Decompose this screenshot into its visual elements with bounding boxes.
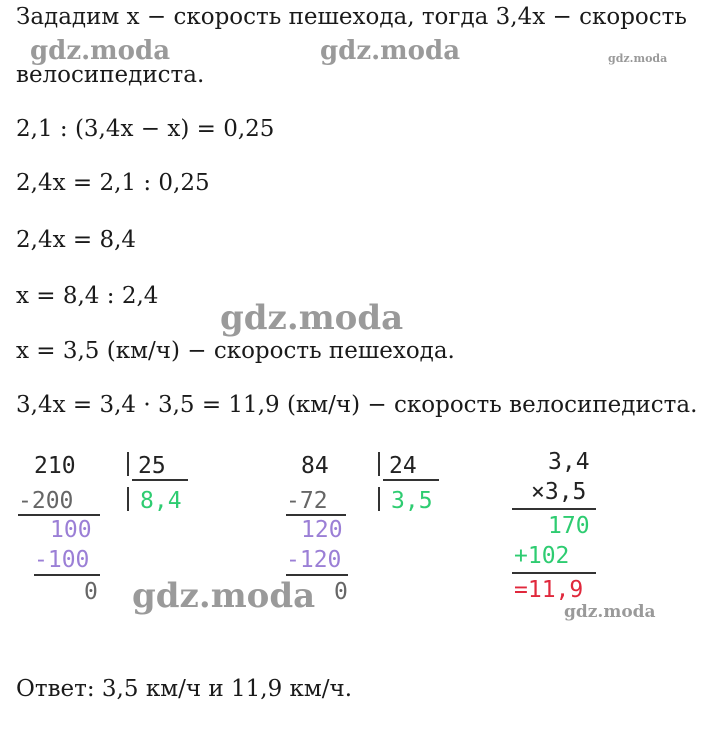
watermark-logo: gdz.moda — [132, 576, 316, 616]
dividend: 84 — [301, 453, 329, 479]
answer: Ответ: 3,5 км/ч и 11,9 км/ч. — [16, 676, 353, 702]
equation-6: 3,4x = 3,4 · 3,5 = 11,9 (км/ч) − скорость велосипедиста. — [16, 392, 698, 418]
divisor-underline — [383, 479, 439, 481]
divisor: 24 — [389, 453, 417, 479]
subtrahend-1: -72 — [286, 488, 328, 514]
division-bar — [378, 452, 380, 476]
remainder-2: 0 — [84, 579, 98, 605]
intro-line-2: велосипедиста. — [16, 62, 205, 88]
equation-2: 2,4x = 2,1 : 0,25 — [16, 170, 210, 196]
remainder-1: 100 — [50, 517, 92, 543]
remainder-1: 120 — [301, 517, 343, 543]
quotient: 3,5 — [391, 488, 433, 514]
divisor: 25 — [138, 453, 166, 479]
quotient-bar — [378, 487, 380, 511]
partial-product-2: +102 — [514, 543, 570, 569]
quotient-bar — [127, 487, 129, 511]
multiplication-line — [512, 508, 596, 510]
equation-4: x = 8,4 : 2,4 — [16, 283, 159, 309]
watermark-logo: gdz.moda — [564, 602, 656, 622]
multiplier: ×3,5 — [531, 479, 587, 505]
product-result: =11,9 — [514, 577, 584, 603]
remainder-2: 0 — [334, 579, 348, 605]
subtrahend-1: -200 — [18, 488, 74, 514]
addition-line — [512, 572, 596, 574]
multiplicand: 3,4 — [548, 449, 590, 475]
subtraction-line-2 — [34, 574, 100, 576]
quotient: 8,4 — [140, 488, 182, 514]
equation-3: 2,4x = 8,4 — [16, 227, 137, 253]
equation-1: 2,1 : (3,4x − x) = 0,25 — [16, 116, 275, 142]
subtrahend-2: -100 — [34, 547, 90, 573]
divisor-underline — [132, 479, 188, 481]
dividend: 210 — [34, 453, 76, 479]
watermark-logo: gdz.moda — [320, 36, 461, 66]
equation-5: x = 3,5 (км/ч) − скорость пешехода. — [16, 338, 455, 364]
watermark-logo: gdz.moda — [608, 52, 668, 65]
watermark-logo: gdz.moda — [220, 298, 404, 338]
partial-product-1: 170 — [548, 513, 590, 539]
division-bar — [127, 452, 129, 476]
watermark-logo: gdz.moda — [30, 36, 171, 66]
subtrahend-2: -120 — [286, 547, 342, 573]
intro-line-1: Зададим x − скорость пешехода, тогда 3,4x − скорость — [16, 4, 687, 30]
